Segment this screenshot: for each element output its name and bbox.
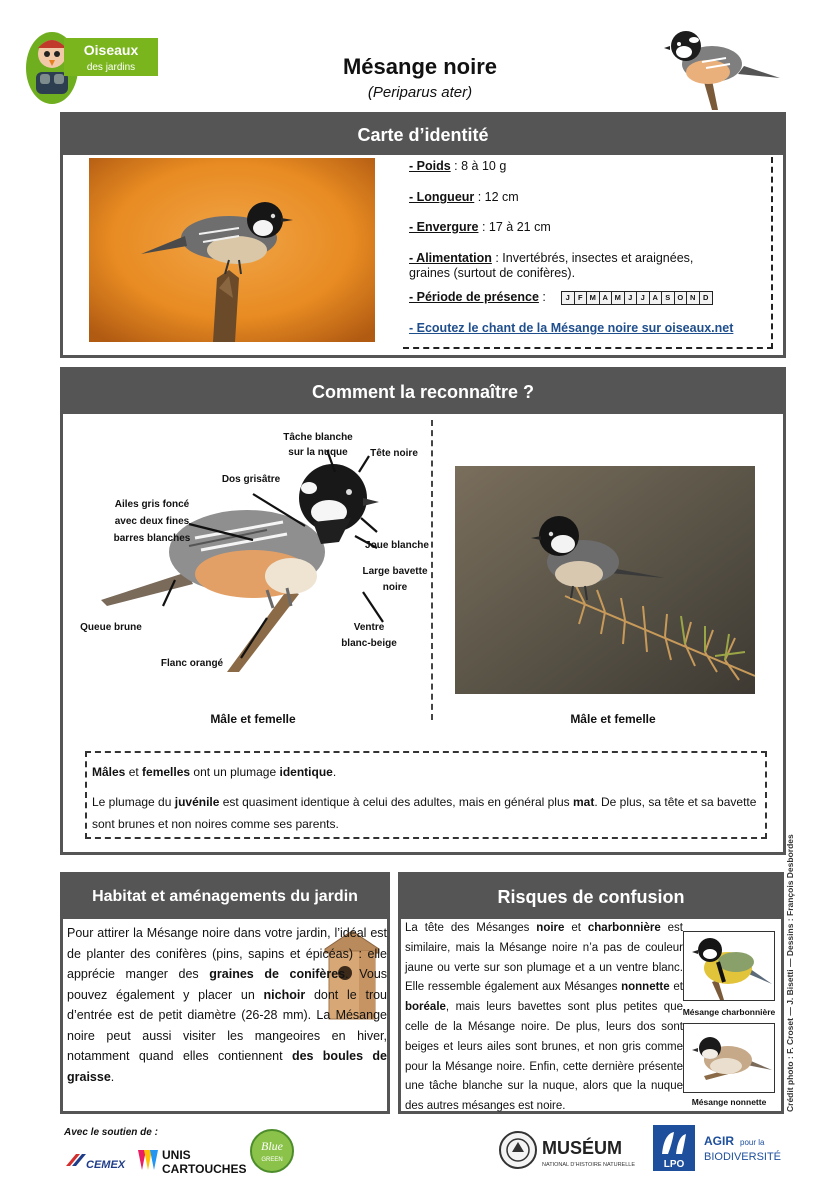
month-cell: S: [662, 292, 675, 304]
habitat-heading: Habitat et aménagements du jardin: [63, 875, 387, 919]
habitat-panel: [60, 872, 390, 1114]
month-cell: J: [562, 292, 575, 304]
callout-tache-line-1: Tâche blanche: [283, 432, 353, 443]
poids-value: : 8 à 10 g: [450, 159, 507, 173]
callout-dos-grisatre: Dos grisâtre: [221, 474, 281, 485]
conf-text-4: et: [669, 981, 683, 994]
callout-ailes-line-1: Ailes gris foncé: [114, 499, 190, 510]
biodiversite-text: BIODIVERSITÉ: [704, 1151, 782, 1163]
callout-ventre-line-2: blanc-beige: [341, 638, 397, 649]
longueur-value: : 12 cm: [474, 190, 519, 204]
coal-tit-illustration-icon: [660, 24, 784, 110]
envergure-value: : 17 à 21 cm: [478, 220, 551, 234]
alimentation-line-2: graines (surtout de conifères).: [409, 266, 576, 280]
text-juv-end: . De plus, sa tête et sa bavette sont brunes et non noires comme ses parents.: [92, 795, 757, 831]
confusion-heading: Risques de confusion: [401, 875, 781, 919]
callout-ailes: [97, 496, 207, 547]
cartouches-text: CARTOUCHES: [162, 1162, 246, 1176]
blue-text: Blue: [261, 1139, 283, 1153]
periode-colon: :: [538, 290, 546, 304]
photo-caption: Mâle et femelle: [570, 712, 656, 726]
cemex-logo: [64, 1148, 134, 1172]
blue-green-logo: [246, 1128, 298, 1174]
identity-card-heading: Carte d’identité: [63, 115, 783, 155]
text-juvenile: juvénile: [174, 795, 220, 809]
month-cell: D: [700, 292, 713, 304]
month-cell: J: [637, 292, 650, 304]
presence-period-grid: [561, 291, 713, 305]
marsh-tit-illustration: [683, 1023, 775, 1093]
alimentation-line: [409, 251, 693, 266]
listen-line: [409, 321, 733, 336]
identity-facts-box: [403, 157, 773, 349]
habitat-text-2: . Vous pouvez également y placer un: [67, 967, 388, 1002]
callout-joue-blanche: Joue blanche: [365, 540, 429, 551]
periode-line: [409, 290, 546, 305]
plumage-info-box: [85, 751, 767, 839]
page-subtitle: (Periparus ater): [367, 84, 473, 101]
callout-bavette-line-1: Large bavette: [362, 566, 428, 577]
confusion-text: [405, 919, 683, 1117]
lpo-logo: [652, 1124, 696, 1172]
unis-cartouches-logo: [136, 1144, 246, 1176]
museum-subtitle: NATIONAL D’HISTOIRE NATURELLE: [542, 1162, 636, 1168]
text-plumage: ont un plumage: [190, 765, 280, 779]
callout-bavette: [355, 564, 435, 596]
text-and: et: [125, 765, 143, 779]
recognition-panel: [60, 367, 786, 855]
month-cell: M: [612, 292, 625, 304]
alimentation-value: : Invertébrés, insectes et araignées,: [491, 251, 694, 265]
text-juv-middle: est quasiment identique à celui des adultes, mais en général plus: [219, 795, 573, 809]
logo-text-jardins: des jardins: [86, 62, 136, 73]
plumage-juvenile-text: [92, 791, 760, 835]
envergure-line: [409, 220, 551, 235]
coal-tit-photo-conifer: [455, 466, 755, 694]
cemex-text: CEMEX: [86, 1159, 126, 1171]
unis-text: UNIS: [162, 1148, 191, 1162]
lpo-text: LPO: [663, 1159, 685, 1170]
coal-tit-labelled-drawing: [77, 422, 427, 672]
callout-queue-brune: Queue brune: [80, 622, 142, 633]
agir-biodiversite-logo: [704, 1132, 788, 1166]
habitat-text-4: .: [110, 1069, 115, 1084]
habitat-text-3: dont le trou d’entrée est de petit diamètre (26-28 mm). La Mésange noire peut aussi visiter les mangeoires en hiver, notamment quand elles contiennent: [67, 987, 388, 1063]
month-cell: J: [625, 292, 638, 304]
support-label: Avec le soutien de :: [64, 1127, 158, 1138]
periode-label: - Période de présence: [409, 290, 539, 304]
conf-text-5: , mais leurs bavettes sont plus petites que celle de la Mésange noire. De plus, leurs dos sont beiges et leurs ailes sont brunes, et non gris comme pour la Mésange noire. Enfin, cette dernière présente une tâche blanche sur la nuque, alors que la nuque des autres mésanges est noire.: [405, 1001, 683, 1113]
recognition-heading: Comment la reconnaître ?: [63, 370, 783, 414]
month-cell: A: [600, 292, 613, 304]
habitat-text: [67, 923, 387, 1087]
coal-tit-photo-orange: [89, 158, 375, 342]
month-cell: A: [650, 292, 663, 304]
conf-nonnette: nonnette: [621, 981, 670, 994]
text-males: Mâles: [92, 765, 126, 779]
great-tit-caption: Mésange charbonnière: [682, 1007, 776, 1017]
museum-text: MUSÉUM: [542, 1138, 622, 1158]
listen-song-link[interactable]: - Ecoutez le chant de la Mésange noire sur oiseaux.net: [409, 321, 734, 335]
conf-noire: noire: [536, 922, 565, 934]
conf-text-2: et: [564, 922, 588, 934]
recognition-divider: [431, 420, 433, 720]
callout-ailes-line-3: barres blanches: [113, 533, 191, 544]
page-title: Mésange noire: [342, 54, 498, 79]
green-text: GREEN: [261, 1157, 283, 1163]
marsh-tit-caption: Mésange nonnette: [691, 1097, 767, 1107]
text-identique: identique: [279, 765, 333, 779]
plumage-adults-text: [92, 765, 336, 779]
callout-tache-line-2: sur la nuque: [288, 447, 348, 458]
great-tit-illustration: [683, 931, 775, 1001]
drawing-caption: Mâle et femelle: [210, 712, 296, 726]
callout-ventre-line-1: Ventre: [353, 622, 385, 633]
text-period: .: [332, 765, 337, 779]
callout-ventre: [329, 620, 409, 652]
conf-text-3: est similaire, mais la Mésange noire n’a pas de couleur jaune ou verte sur son plumage et a un ventre blanc. Elle ressemble également aux Mésanges: [405, 922, 684, 994]
agir-text: AGIR: [704, 1134, 734, 1148]
habitat-text-1: Pour attirer la Mésange noire dans votre jardin, l’idéal est de planter des conifères (pins, sapins et épicéas) : elle apprécie manger des: [67, 926, 387, 981]
logo-text-oiseaux: Oiseaux: [83, 42, 139, 58]
conf-charbonniere: charbonnière: [587, 922, 661, 934]
conf-text-1: La tête des Mésanges: [405, 922, 537, 934]
callout-tete-noire: Tête noire: [370, 448, 418, 459]
callout-tache-nuque: [273, 430, 363, 460]
month-cell: F: [575, 292, 588, 304]
longueur-label: - Longueur: [409, 190, 475, 204]
text-femelles: femelles: [142, 765, 191, 779]
month-cell: O: [675, 292, 688, 304]
conf-boreale: boréale: [405, 1001, 446, 1014]
identity-card-panel: [60, 112, 786, 358]
photo-credit: Crédit photo : F. Croset — J. Bisetti — Dessins : François Desbordes: [785, 834, 795, 1112]
poids-label: - Poids: [409, 159, 451, 173]
text-juv-intro: Le plumage du: [92, 795, 175, 809]
alimentation-label: - Alimentation: [409, 251, 492, 265]
callout-bavette-line-2: noire: [382, 582, 408, 593]
text-mat: mat: [572, 795, 595, 809]
pour-la-text: pour la: [740, 1138, 765, 1147]
longueur-line: [409, 190, 519, 205]
month-cell: N: [687, 292, 700, 304]
habitat-boules: des boules de graisse: [67, 1049, 387, 1084]
confusion-panel: [398, 872, 784, 1114]
callout-flanc-orange: Flanc orangé: [160, 658, 224, 669]
museum-logo: [498, 1126, 644, 1174]
poids-line: [409, 159, 506, 174]
envergure-label: - Envergure: [409, 220, 479, 234]
month-cell: M: [587, 292, 600, 304]
habitat-nichoir: nichoir: [263, 987, 306, 1002]
callout-ailes-line-2: avec deux fines: [114, 516, 190, 527]
habitat-graines: graines de conifères: [209, 967, 346, 981]
